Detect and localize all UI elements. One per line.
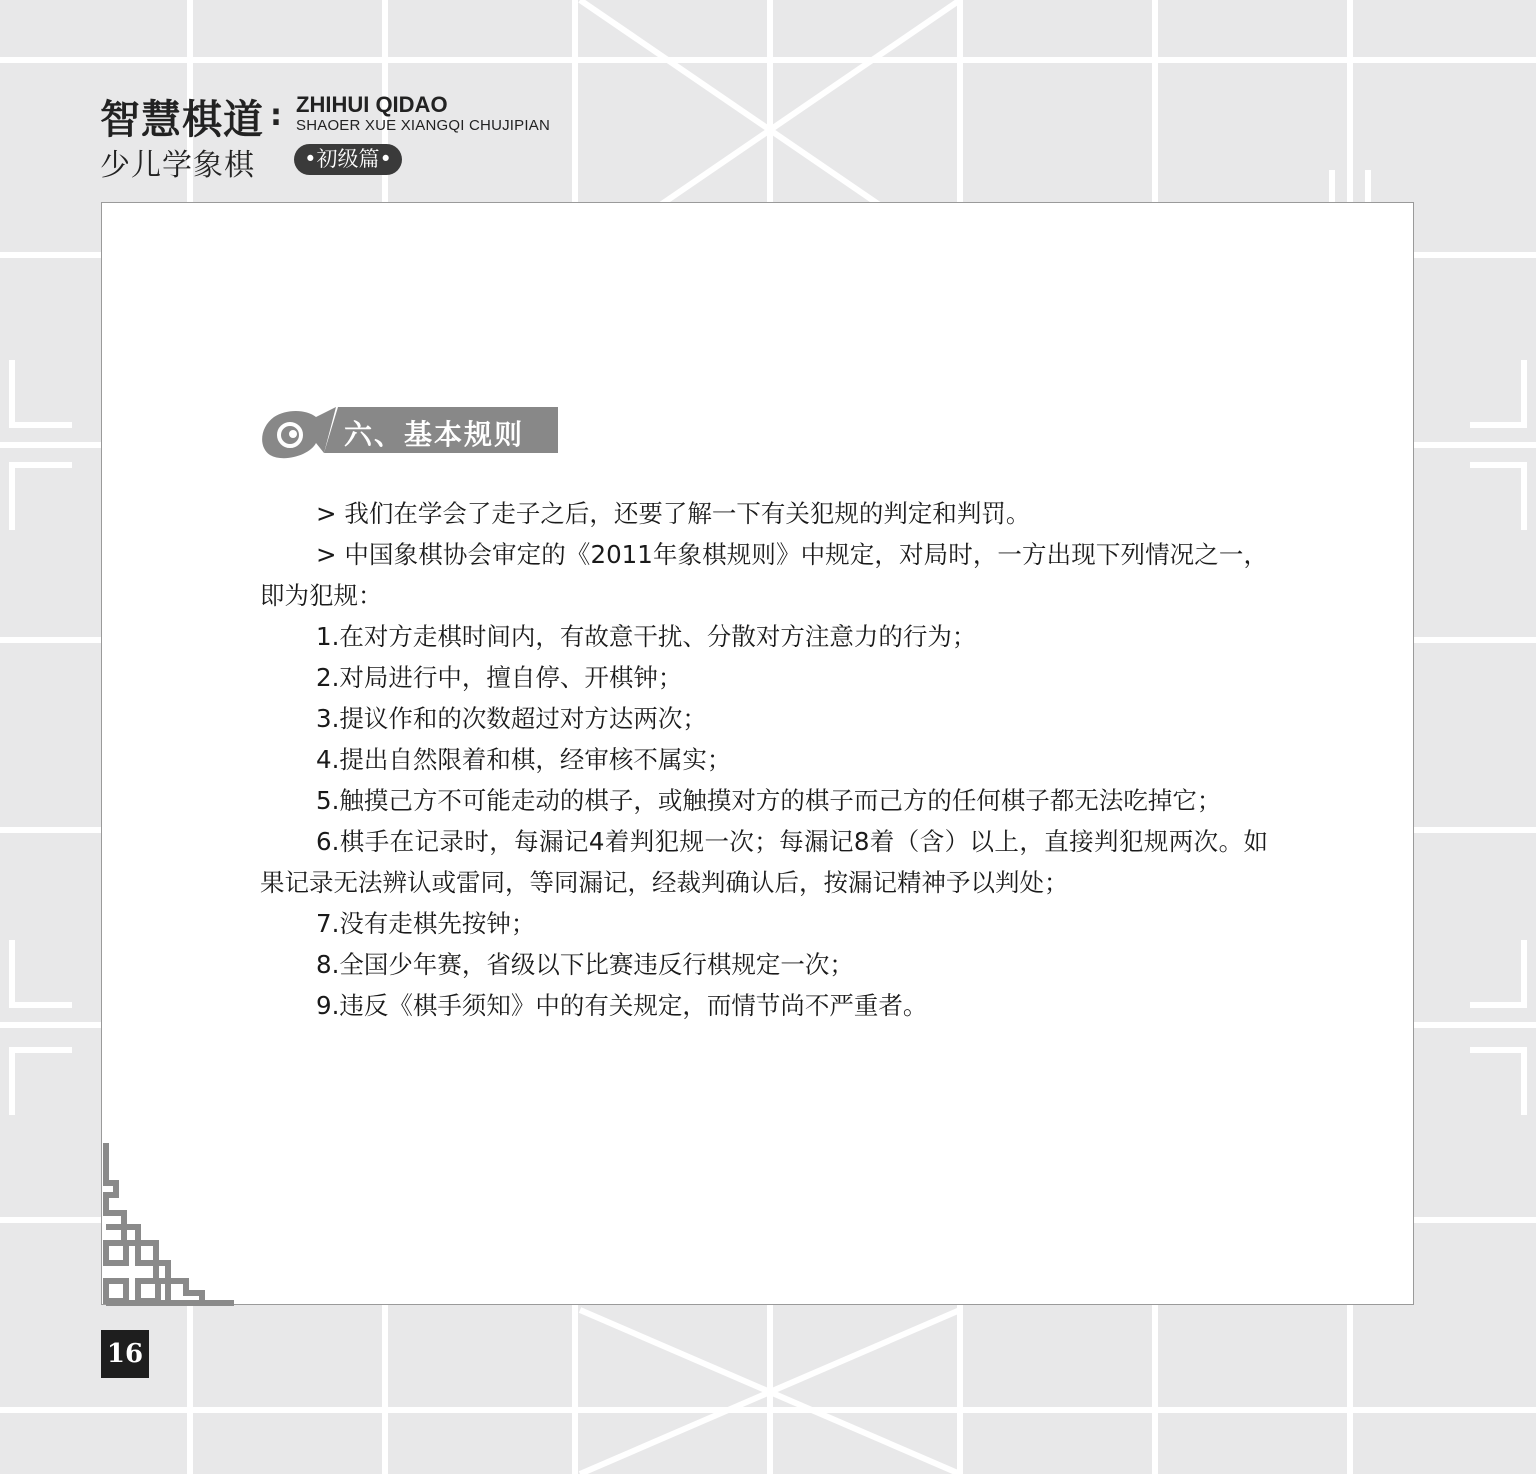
content-panel <box>101 202 1414 1305</box>
rule-item: 4.提出自然限着和棋，经审核不属实； <box>316 745 732 774</box>
book-subtitle-cn: 少儿学象棋 <box>100 148 255 183</box>
rule-item: 8.全国少年赛，省级以下比赛违反行棋规定一次； <box>316 950 854 979</box>
page-number: 16 <box>101 1330 149 1378</box>
rule-item: 9.违反《棋手须知》中的有关规定，而情节尚不严重者。 <box>316 991 928 1020</box>
brand-subtitle-en: SHAOER XUE XIANGQI CHUJIPIAN <box>296 117 550 134</box>
rule-item: 7.没有走棋先按钟； <box>316 909 536 938</box>
rule-item: 1.在对方走棋时间内，有故意干扰、分散对方注意力的行为； <box>316 622 977 651</box>
section-heading <box>260 403 560 463</box>
brand-colon: : <box>270 98 282 133</box>
paragraph: > 我们在学会了走子之后，还要了解一下有关犯规的判定和判罚。 <box>316 499 1031 528</box>
brand-title-en: ZHIHUI QIDAO <box>296 92 448 117</box>
rule-item: 2.对局进行中，擅自停、开棋钟； <box>316 663 683 692</box>
section-title: 六、基本规则 <box>344 418 525 451</box>
rules-body <box>260 493 1268 1026</box>
brand-title-cn: 智慧棋道 <box>100 97 264 143</box>
rule-item: 6.棋手在记录时，每漏记4着判犯规一次；每漏记8着（含）以上，直接判犯规两次。如果记录无法辨认或雷同，等同漏记，经裁判确认后，按漏记精神予以判处； <box>260 827 1268 897</box>
rule-item: 5.触摸己方不可能走动的棋子，或触摸对方的棋子而己方的任何棋子都无法吃掉它； <box>316 786 1222 815</box>
corner-fret-ornament-icon <box>102 1143 242 1308</box>
rule-item: 3.提议作和的次数超过对方达两次； <box>316 704 707 733</box>
paragraph: > 中国象棋协会审定的《2011年象棋规则》中规定，对局时，一方出现下列情况之一，即为犯规： <box>260 540 1268 610</box>
level-badge: •初级篇• <box>294 144 402 175</box>
book-header <box>100 88 660 188</box>
